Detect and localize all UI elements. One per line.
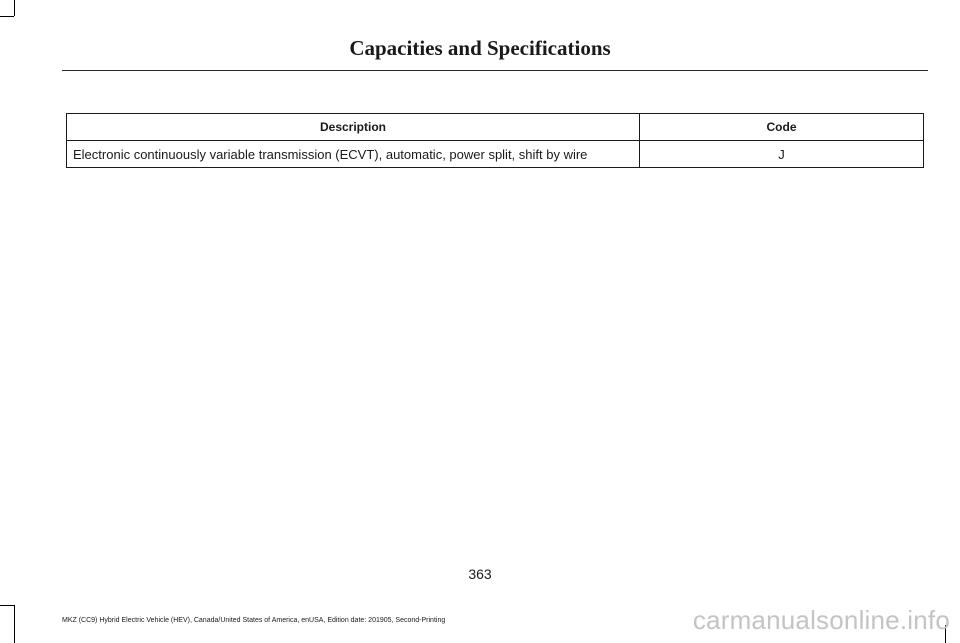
row-description-cell: Electronic continuously variable transmission (ECVT), automatic, power split, shift by wire [67,141,640,168]
transmission-code-table [66,113,924,168]
column-header-description: Description [67,114,640,141]
table-row [67,141,924,168]
crop-mark-bottom-left-v [14,605,15,643]
edition-footer: MKZ (CC9) Hybrid Electric Vehicle (HEV), Canada/United States of America, enUSA, Edition date: 201905, Second-Printing [62,617,446,624]
table-header-row [67,114,924,141]
page-title: Capacities and Specifications [349,36,611,60]
page-number: 363 [468,566,492,582]
crop-mark-top-left-h [0,16,14,17]
column-header-code: Code [640,114,924,141]
title-divider [62,70,928,71]
crop-mark-bottom-left-h [0,605,14,606]
crop-mark-top-left-v [14,0,15,16]
row-code-cell: J [640,141,924,168]
watermark-text: carmanualsonline.info [692,605,950,635]
